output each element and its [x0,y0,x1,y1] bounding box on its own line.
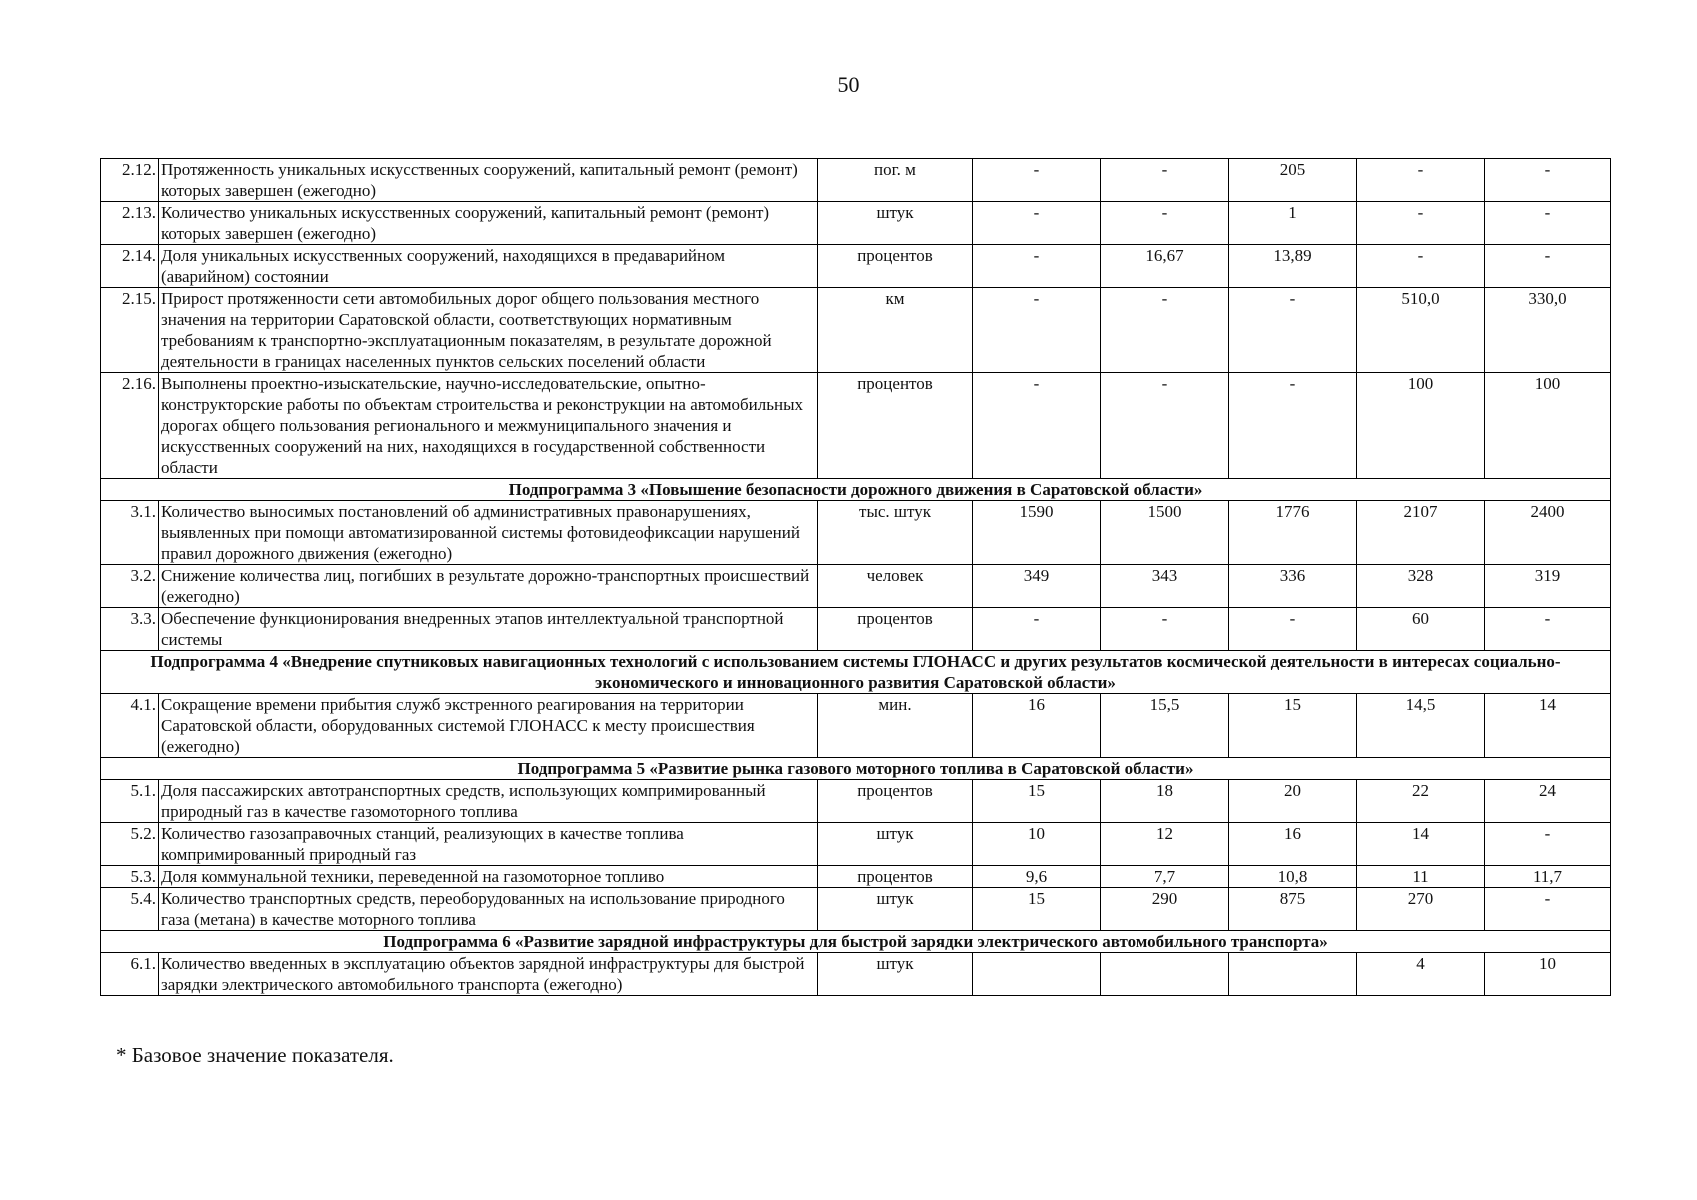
indicator-value: 9,6 [973,866,1101,888]
indicators-table [100,158,1611,996]
indicator-value: 16 [973,694,1101,758]
indicator-value: - [973,159,1101,202]
indicator-number: 2.12. [101,159,159,202]
indicator-unit: штук [818,823,973,866]
indicator-value: - [1229,608,1357,651]
indicator-number: 2.15. [101,288,159,373]
indicator-unit: км [818,288,973,373]
indicator-value: 343 [1101,565,1229,608]
indicator-value: 60 [1357,608,1485,651]
indicator-value: 319 [1485,565,1611,608]
indicator-value: 290 [1101,888,1229,931]
indicator-value [1229,953,1357,996]
indicator-value: - [1485,823,1611,866]
indicator-value: 15 [1229,694,1357,758]
indicator-unit: штук [818,202,973,245]
table-row [101,245,1611,288]
indicator-name: Доля пассажирских автотранспортных средств, использующих компримированный природный газ в качестве газомоторного топлива [159,780,818,823]
indicator-value: - [973,288,1101,373]
indicator-value: 10,8 [1229,866,1357,888]
table-row [101,159,1611,202]
indicator-name: Прирост протяженности сети автомобильных дорог общего пользования местного значения на территории Саратовской области, соответствующих нормативным требованиям к транспортно-эксплуатационным показателям, в результате дорожной деятельности в границах населенных пунктов сельских поселений области [159,288,818,373]
indicator-value: - [1101,373,1229,479]
indicator-value: 24 [1485,780,1611,823]
indicator-name: Количество введенных в эксплуатацию объектов зарядной инфраструктуры для быстрой зарядки электрического автомобильного транспорта (ежегодно) [159,953,818,996]
indicator-value: - [1485,608,1611,651]
indicator-value: 1500 [1101,501,1229,565]
indicator-unit: пог. м [818,159,973,202]
table-row [101,373,1611,479]
indicator-name: Количество выносимых постановлений об административных правонарушениях, выявленных при помощи автоматизированной системы фотовидеофиксации нарушений правил дорожного движения (ежегодно) [159,501,818,565]
subprogram-header-row [101,931,1611,953]
indicator-value: 510,0 [1357,288,1485,373]
indicator-name: Доля уникальных искусственных сооружений, находящихся в предаварийном (аварийном) состоянии [159,245,818,288]
indicator-value: 1 [1229,202,1357,245]
indicator-value: 12 [1101,823,1229,866]
indicator-name: Количество транспортных средств, переоборудованных на использование природного газа (метана) в качестве моторного топлива [159,888,818,931]
indicator-unit: процентов [818,245,973,288]
indicator-unit: штук [818,888,973,931]
subprogram-header-row [101,758,1611,780]
indicator-value: - [1229,373,1357,479]
indicator-value: 15 [973,780,1101,823]
indicator-unit: мин. [818,694,973,758]
indicator-value: 875 [1229,888,1357,931]
indicator-value: - [1485,202,1611,245]
table-row [101,202,1611,245]
indicator-value: 336 [1229,565,1357,608]
table-row [101,288,1611,373]
indicator-value: 100 [1357,373,1485,479]
indicator-value: 11,7 [1485,866,1611,888]
indicator-value: - [1357,159,1485,202]
indicator-name: Выполнены проектно-изыскательские, научно-исследовательские, опытно-конструкторские работы по объектам строительства и реконструкции на автомобильных дорогах общего пользования регионального и межмуниципального значения и искусственных сооружений на них, находящихся в государственной собственности области [159,373,818,479]
indicator-number: 3.3. [101,608,159,651]
subprogram-title: Подпрограмма 4 «Внедрение спутниковых навигационных технологий с использованием системы ГЛОНАСС и других результатов космической деятельности в интересах социально-экономического и инновационного развития Саратовской области» [101,651,1611,694]
table-row [101,694,1611,758]
indicator-unit: штук [818,953,973,996]
indicator-value: 16 [1229,823,1357,866]
indicator-unit: человек [818,565,973,608]
indicator-value: 15 [973,888,1101,931]
indicator-value: - [1229,288,1357,373]
indicator-number: 2.14. [101,245,159,288]
indicator-value: 270 [1357,888,1485,931]
table-row [101,866,1611,888]
indicator-value: - [973,245,1101,288]
indicator-value: - [973,202,1101,245]
indicator-value: 22 [1357,780,1485,823]
indicator-number: 5.3. [101,866,159,888]
subprogram-title: Подпрограмма 3 «Повышение безопасности дорожного движения в Саратовской области» [101,479,1611,501]
indicator-unit: тыс. штук [818,501,973,565]
indicator-number: 6.1. [101,953,159,996]
page-number: 50 [837,72,860,97]
indicator-value: 2107 [1357,501,1485,565]
table-row [101,953,1611,996]
indicator-unit: процентов [818,780,973,823]
indicator-number: 5.1. [101,780,159,823]
indicator-name: Сокращение времени прибытия служб экстренного реагирования на территории Саратовской области, оборудованных системой ГЛОНАСС к месту происшествия (ежегодно) [159,694,818,758]
indicator-number: 3.2. [101,565,159,608]
indicator-value: 328 [1357,565,1485,608]
subprogram-header-row [101,479,1611,501]
indicator-unit: процентов [818,608,973,651]
indicator-value: 20 [1229,780,1357,823]
indicator-name: Количество газозаправочных станций, реализующих в качестве топлива компримированный природный газ [159,823,818,866]
indicator-value: - [1485,245,1611,288]
indicator-value: - [1357,245,1485,288]
indicator-unit: процентов [818,373,973,479]
indicator-value: 205 [1229,159,1357,202]
indicator-value: - [973,608,1101,651]
indicator-name: Протяженность уникальных искусственных сооружений, капитальный ремонт (ремонт) которых завершен (ежегодно) [159,159,818,202]
indicator-value: 14 [1357,823,1485,866]
indicator-value: - [1101,608,1229,651]
indicator-value: 1590 [973,501,1101,565]
indicator-name: Доля коммунальной техники, переведенной на газомоторное топливо [159,866,818,888]
indicator-value [973,953,1101,996]
indicator-value: - [973,373,1101,479]
footnote: * Базовое значение показателя. [116,1043,394,1067]
table-row [101,888,1611,931]
indicator-number: 5.2. [101,823,159,866]
indicator-value [1101,953,1229,996]
table-row [101,823,1611,866]
indicator-value: 330,0 [1485,288,1611,373]
indicator-number: 3.1. [101,501,159,565]
indicator-value: 1776 [1229,501,1357,565]
indicator-value: - [1101,202,1229,245]
indicator-value: - [1485,159,1611,202]
indicator-value: 4 [1357,953,1485,996]
indicator-value: 15,5 [1101,694,1229,758]
table-row [101,780,1611,823]
indicator-number: 5.4. [101,888,159,931]
indicator-name: Обеспечение функционирования внедренных этапов интеллектуальной транспортной системы [159,608,818,651]
indicator-value: - [1101,159,1229,202]
indicator-value: - [1101,288,1229,373]
table-row [101,565,1611,608]
indicator-value: - [1357,202,1485,245]
table-row [101,608,1611,651]
indicator-number: 2.13. [101,202,159,245]
indicator-value: 10 [973,823,1101,866]
indicator-value: 14 [1485,694,1611,758]
indicator-name: Количество уникальных искусственных сооружений, капитальный ремонт (ремонт) которых завершен (ежегодно) [159,202,818,245]
indicator-value: 16,67 [1101,245,1229,288]
indicator-value: 100 [1485,373,1611,479]
subprogram-header-row [101,651,1611,694]
subprogram-title: Подпрограмма 6 «Развитие зарядной инфраструктуры для быстрой зарядки электрического автомобильного транспорта» [101,931,1611,953]
indicator-value: 13,89 [1229,245,1357,288]
indicator-value: 7,7 [1101,866,1229,888]
indicator-value: 349 [973,565,1101,608]
indicator-value: 10 [1485,953,1611,996]
indicator-number: 2.16. [101,373,159,479]
indicator-value: 2400 [1485,501,1611,565]
indicator-value: 11 [1357,866,1485,888]
indicator-value: 14,5 [1357,694,1485,758]
indicator-number: 4.1. [101,694,159,758]
indicator-value: 18 [1101,780,1229,823]
subprogram-title: Подпрограмма 5 «Развитие рынка газового моторного топлива в Саратовской области» [101,758,1611,780]
indicator-unit: процентов [818,866,973,888]
indicator-name: Снижение количества лиц, погибших в результате дорожно-транспортных происшествий (ежегодно) [159,565,818,608]
indicator-value: - [1485,888,1611,931]
table-row [101,501,1611,565]
